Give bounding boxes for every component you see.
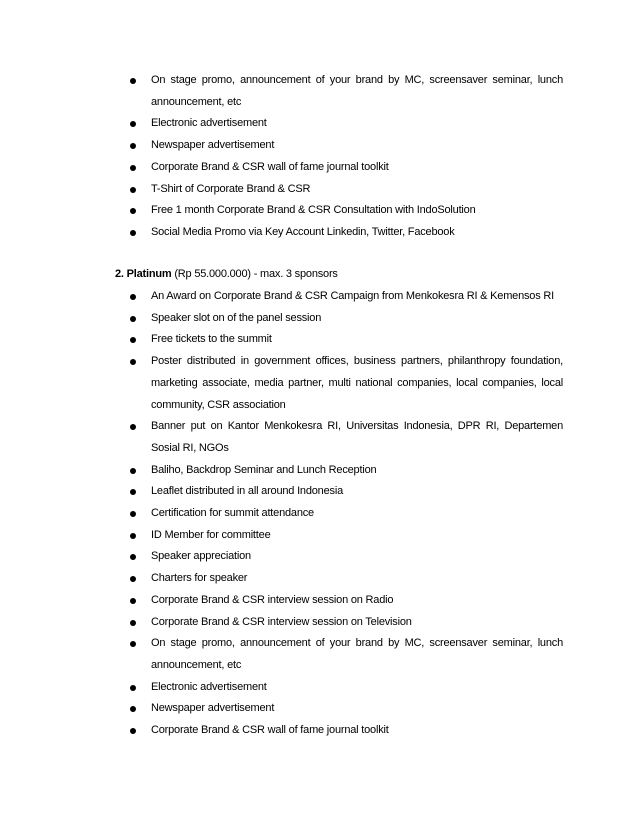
bullet-icon bbox=[130, 337, 136, 343]
bullet-icon bbox=[130, 576, 136, 582]
list-item-text: Electronic advertisement bbox=[151, 680, 267, 693]
list-item-text: Electronic advertisement bbox=[151, 117, 267, 130]
list-item bbox=[0, 460, 638, 482]
list-item bbox=[0, 590, 638, 612]
bullet-icon bbox=[130, 78, 136, 84]
list-item bbox=[0, 329, 638, 351]
list-item bbox=[0, 698, 638, 720]
bullet-icon bbox=[130, 706, 136, 712]
bullet-icon bbox=[130, 359, 136, 365]
list-item-text: Corporate Brand & CSR wall of fame journal toolkit bbox=[151, 724, 389, 737]
list-item bbox=[0, 525, 638, 547]
list-item-text: T-Shirt of Corporate Brand & CSR bbox=[151, 182, 311, 195]
list-item bbox=[0, 157, 638, 179]
list-item-text: Speaker appreciation bbox=[151, 550, 251, 563]
list-item-text: Newspaper advertisement bbox=[151, 702, 275, 715]
bullet-icon bbox=[130, 533, 136, 539]
section-heading-platinum bbox=[115, 264, 338, 286]
list-item-text: Social Media Promo via Key Account Linkedin, Twitter, Facebook bbox=[151, 225, 455, 238]
list-item bbox=[0, 70, 638, 113]
bullet-icon bbox=[130, 143, 136, 149]
bullet-icon bbox=[130, 294, 136, 300]
list-item-text: Newspaper advertisement bbox=[151, 139, 275, 152]
bullet-icon bbox=[130, 728, 136, 734]
list-item-text: Free 1 month Corporate Brand & CSR Consultation with IndoSolution bbox=[151, 204, 476, 217]
list-item-text: Charters for speaker bbox=[151, 572, 248, 585]
bullet-icon bbox=[130, 230, 136, 236]
list-item bbox=[0, 720, 638, 742]
list-item-text: ID Member for committee bbox=[151, 528, 271, 541]
list-item-text: Corporate Brand & CSR interview session on Television bbox=[151, 615, 412, 628]
bullet-icon bbox=[130, 598, 136, 604]
bullet-icon bbox=[130, 121, 136, 127]
section-detail: (Rp 55.000.000) - max. 3 sponsors bbox=[171, 268, 338, 280]
list-item-text: Baliho, Backdrop Seminar and Lunch Reception bbox=[151, 463, 377, 476]
list-item bbox=[0, 222, 638, 244]
list-item-text: Speaker slot on of the panel session bbox=[151, 311, 322, 324]
bullet-icon bbox=[130, 620, 136, 626]
list-item-text: Banner put on Kantor Menkokesra RI, Universitas Indonesia, DPR RI, Departemen Sosial RI, NGOs bbox=[151, 420, 563, 454]
list-item bbox=[0, 113, 638, 135]
list-item bbox=[0, 481, 638, 503]
bullet-icon bbox=[130, 316, 136, 322]
list-item bbox=[0, 677, 638, 699]
bullet-icon bbox=[130, 489, 136, 495]
list-item-text: On stage promo, announcement of your brand by MC, screensaver seminar, lunch announcement, etc bbox=[151, 74, 563, 108]
list-item bbox=[0, 135, 638, 157]
bullet-icon bbox=[130, 685, 136, 691]
list-item-text: Leaflet distributed in all around Indonesia bbox=[151, 485, 343, 498]
list-item-text: Certification for summit attendance bbox=[151, 507, 314, 520]
gold-benefits-list bbox=[0, 70, 638, 244]
list-item bbox=[0, 179, 638, 201]
list-item-text: Poster distributed in government offices, business partners, philanthropy foundation, marketing associate, media partner, multi national companies, local companies, local community, CSR association bbox=[151, 355, 563, 411]
bullet-icon bbox=[130, 165, 136, 171]
list-item-text: On stage promo, announcement of your brand by MC, screensaver seminar, lunch announcement, etc bbox=[151, 637, 563, 671]
list-item bbox=[0, 416, 638, 459]
list-item bbox=[0, 308, 638, 330]
bullet-icon bbox=[130, 208, 136, 214]
bullet-icon bbox=[130, 554, 136, 560]
list-item bbox=[0, 546, 638, 568]
bullet-icon bbox=[130, 424, 136, 430]
list-item-text: Corporate Brand & CSR interview session on Radio bbox=[151, 593, 394, 606]
list-item bbox=[0, 351, 638, 416]
bullet-icon bbox=[130, 641, 136, 647]
list-item bbox=[0, 612, 638, 634]
list-item bbox=[0, 286, 638, 308]
list-item bbox=[0, 200, 638, 222]
list-item bbox=[0, 503, 638, 525]
section-title: 2. Platinum bbox=[115, 268, 172, 280]
bullet-icon bbox=[130, 511, 136, 517]
list-item bbox=[0, 633, 638, 676]
list-item-text: Corporate Brand & CSR wall of fame journal toolkit bbox=[151, 160, 389, 173]
platinum-benefits-list bbox=[0, 286, 638, 742]
bullet-icon bbox=[130, 187, 136, 193]
list-item bbox=[0, 568, 638, 590]
bullet-icon bbox=[130, 468, 136, 474]
list-item-text: An Award on Corporate Brand & CSR Campaign from Menkokesra RI & Kemensos RI bbox=[151, 290, 554, 302]
list-item-text: Free tickets to the summit bbox=[151, 333, 272, 346]
